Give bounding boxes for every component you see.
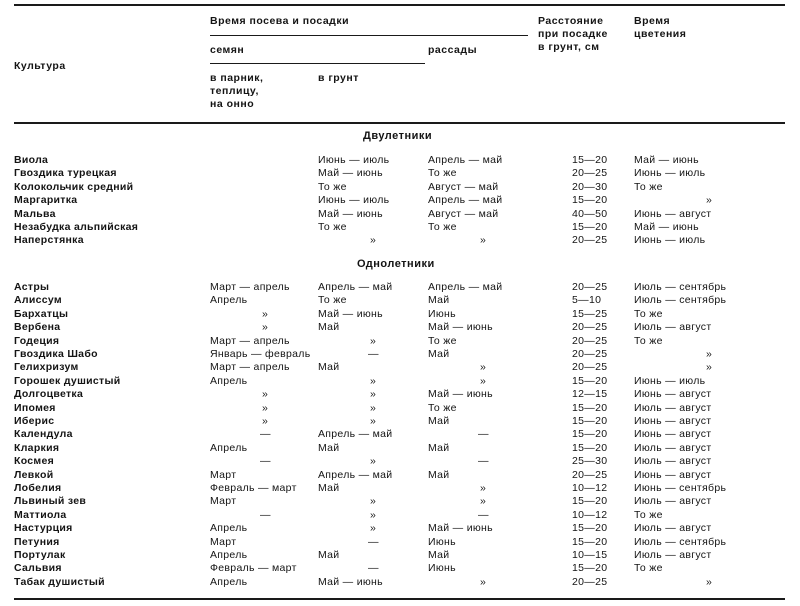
header-distance-line-3: в грунт, см: [538, 41, 600, 53]
bloom-time: Май — июнь: [634, 154, 699, 166]
sowing-ground: Апрель — май: [318, 428, 393, 441]
section-title-biennials: Двулетники: [363, 130, 433, 142]
culture-name: Табак душистый: [14, 575, 105, 588]
seedlings-time: Май: [428, 294, 450, 307]
culture-name: Гвоздика Шабо: [14, 348, 98, 360]
table-row: [0, 281, 800, 294]
sowing-ground: Апрель — май: [318, 281, 393, 293]
table-row: [0, 442, 800, 455]
sowing-greenhouse: —: [260, 428, 271, 441]
culture-name: Львиный зев: [14, 495, 87, 508]
sowing-ground: Май: [318, 321, 340, 334]
sowing-greenhouse: Апрель: [210, 374, 248, 387]
culture-name: Колокольчик средний: [14, 180, 134, 193]
culture-name: Лобелия: [14, 482, 62, 494]
planting-distance: 15—20: [572, 374, 608, 387]
table-row: [0, 388, 800, 401]
planting-distance: 20—25: [572, 167, 608, 180]
planting-distance: 15—20: [572, 194, 608, 207]
seedlings-time: То же: [428, 167, 457, 180]
table-row: [0, 375, 800, 388]
sowing-greenhouse: Март — апрель: [210, 334, 290, 347]
table-row: [0, 361, 800, 374]
bloom-time: Июль — август: [634, 401, 712, 414]
planting-distance: 25—30: [572, 455, 608, 468]
bloom-time: Июль — август: [634, 455, 712, 468]
seedlings-time: Май — июнь: [428, 388, 493, 401]
planting-distance: 15—20: [572, 535, 608, 548]
culture-name: Наперстянка: [14, 234, 84, 247]
header-rule-sowing: [210, 35, 528, 36]
sowing-ground: »: [370, 455, 377, 468]
sowing-greenhouse: »: [262, 401, 269, 414]
sowing-ground: То же: [318, 294, 347, 307]
table-row: [0, 482, 800, 495]
bloom-time: »: [706, 194, 713, 207]
table-row: [0, 576, 800, 589]
bloom-time: Июль — сентябрь: [634, 281, 727, 293]
seedlings-time: Май: [428, 468, 450, 481]
sowing-ground: »: [370, 495, 377, 508]
bloom-time: Май — июнь: [634, 221, 699, 233]
planting-distance: 20—30: [572, 180, 608, 193]
planting-distance: 10—15: [572, 549, 608, 561]
planting-distance: 15—20: [572, 441, 608, 454]
table-row: [0, 402, 800, 415]
sowing-greenhouse: Март: [210, 468, 237, 481]
header-greenhouse-line-1: в парник,: [210, 72, 264, 84]
bloom-time: Июль — август: [634, 321, 712, 334]
bottom-rule: [14, 598, 785, 600]
culture-name: Петуния: [14, 535, 60, 548]
sowing-greenhouse: Март: [210, 495, 237, 508]
seedlings-time: Апрель — май: [428, 194, 503, 207]
bloom-time: Июль — сентябрь: [634, 294, 727, 307]
bloom-time: Июль — сентябрь: [634, 535, 727, 548]
bloom-time: То же: [634, 334, 663, 347]
sowing-greenhouse: Февраль — март: [210, 562, 297, 575]
sowing-ground: Июнь — июль: [318, 154, 390, 166]
bloom-time: »: [706, 348, 713, 360]
section-title-annuals: Однолетники: [357, 258, 435, 270]
bloom-time: Июнь — август: [634, 428, 712, 441]
bloom-time: Июнь — июль: [634, 374, 706, 387]
culture-name: Маргаритка: [14, 194, 78, 207]
planting-distance: 15—20: [572, 428, 608, 441]
seedlings-time: Май: [428, 348, 450, 360]
table-row: [0, 308, 800, 321]
sowing-greenhouse: Февраль — март: [210, 482, 297, 494]
seedlings-time: —: [478, 428, 489, 441]
header-rule-seeds: [210, 63, 425, 64]
culture-name: Незабудка альпийская: [14, 221, 139, 233]
culture-name: Вербена: [14, 321, 61, 334]
culture-name: Кларкия: [14, 441, 60, 454]
seedlings-time: То же: [428, 334, 457, 347]
sowing-greenhouse: »: [262, 415, 269, 427]
table-row: [0, 562, 800, 575]
bloom-time: Июнь — август: [634, 468, 712, 481]
header-greenhouse-line-2: теплицу,: [210, 85, 259, 97]
table-row: [0, 167, 800, 180]
bloom-time: То же: [634, 508, 663, 521]
seedlings-time: Май: [428, 549, 450, 561]
header-seedlings: рассады: [428, 44, 478, 56]
planting-distance: 15—20: [572, 401, 608, 414]
culture-name: Гвоздика турецкая: [14, 167, 117, 180]
seedlings-time: »: [480, 575, 487, 588]
seedlings-time: Май — июнь: [428, 522, 493, 535]
sowing-greenhouse: Апрель: [210, 575, 248, 588]
header-greenhouse-line-3: на онно: [210, 98, 255, 110]
bloom-time: Июль — август: [634, 441, 712, 454]
culture-name: Портулак: [14, 549, 66, 561]
seedlings-time: »: [480, 495, 487, 508]
sowing-ground: »: [370, 374, 377, 387]
sowing-ground: Май — июнь: [318, 575, 383, 588]
header-culture: Культура: [14, 60, 66, 72]
culture-name: Бархатцы: [14, 307, 69, 320]
bloom-time: То же: [634, 562, 663, 575]
seedlings-time: Июнь: [428, 535, 456, 548]
sowing-ground: »: [370, 234, 377, 247]
sowing-ground: Май — июнь: [318, 307, 383, 320]
seedlings-time: »: [480, 482, 487, 494]
seedlings-time: »: [480, 374, 487, 387]
bloom-time: Июнь — июль: [634, 167, 706, 180]
header-greenhouse: [210, 72, 263, 111]
sowing-ground: Май — июнь: [318, 167, 383, 180]
sowing-greenhouse: Апрель: [210, 549, 248, 561]
culture-name: Алиссум: [14, 294, 62, 307]
table-row: [0, 154, 800, 167]
planting-distance: 15—20: [572, 415, 608, 427]
culture-name: Гелихризум: [14, 361, 79, 374]
planting-distance: 15—20: [572, 495, 608, 508]
planting-distance: 20—25: [572, 361, 608, 374]
bloom-time: Июль — август: [634, 522, 712, 535]
table-row: [0, 428, 800, 441]
seedlings-time: Июнь: [428, 562, 456, 575]
table-row: [0, 536, 800, 549]
bloom-time: Июнь — август: [634, 388, 712, 401]
sowing-ground: »: [370, 388, 377, 401]
culture-name: Виола: [14, 154, 49, 166]
header-bottom-rule: [14, 122, 785, 124]
planting-distance: 20—25: [572, 334, 608, 347]
planting-distance: 40—50: [572, 207, 608, 220]
sowing-ground: Июнь — июль: [318, 194, 390, 207]
seedlings-time: Июнь: [428, 307, 456, 320]
table-row: [0, 181, 800, 194]
culture-name: Календула: [14, 428, 73, 441]
sowing-ground: Май: [318, 361, 340, 374]
sowing-ground: Май: [318, 482, 340, 494]
culture-name: Иберис: [14, 415, 55, 427]
planting-distance: 5—10: [572, 294, 602, 307]
bloom-time: Июнь — июль: [634, 234, 706, 247]
bloom-time: Июнь — август: [634, 207, 712, 220]
sowing-ground: »: [370, 401, 377, 414]
planting-distance: 20—25: [572, 281, 608, 293]
sowing-ground: »: [370, 522, 377, 535]
table-row: [0, 321, 800, 334]
sowing-ground: Май: [318, 441, 340, 454]
sowing-greenhouse: —: [260, 508, 271, 521]
seedlings-time: —: [478, 455, 489, 468]
sowing-greenhouse: —: [260, 455, 271, 468]
table-row: [0, 234, 800, 247]
planting-distance: 15—20: [572, 154, 608, 166]
culture-name: Сальвия: [14, 562, 62, 575]
seedlings-time: То же: [428, 221, 457, 233]
sowing-greenhouse: »: [262, 321, 269, 334]
sowing-greenhouse: »: [262, 307, 269, 320]
planting-distance: 15—25: [572, 307, 608, 320]
planting-distance: 10—12: [572, 508, 608, 521]
bloom-time: Июль — август: [634, 549, 712, 561]
top-rule: [14, 4, 785, 6]
seedlings-time: Апрель — май: [428, 154, 503, 166]
sowing-greenhouse: Январь — февраль: [210, 348, 311, 360]
header-bloom-line-1: Время: [634, 15, 671, 27]
table-row: [0, 294, 800, 307]
table-row: [0, 495, 800, 508]
culture-name: Космея: [14, 455, 55, 468]
culture-name: Мальва: [14, 207, 56, 220]
seedlings-time: То же: [428, 401, 457, 414]
seedlings-time: Апрель — май: [428, 281, 503, 293]
header-distance-line-1: Расстояние: [538, 15, 604, 27]
sowing-greenhouse: Март — апрель: [210, 281, 290, 293]
sowing-greenhouse: Апрель: [210, 522, 248, 535]
planting-distance: 15—20: [572, 221, 608, 233]
planting-distance: 10—12: [572, 482, 608, 494]
sowing-ground: Май — июнь: [318, 207, 383, 220]
sowing-greenhouse: Март: [210, 535, 237, 548]
seedlings-time: Август — май: [428, 207, 499, 220]
culture-name: Ипомея: [14, 401, 56, 414]
seedlings-time: »: [480, 361, 487, 374]
table-row: [0, 208, 800, 221]
sowing-ground: »: [370, 415, 377, 427]
culture-name: Годеция: [14, 334, 60, 347]
bloom-time: »: [706, 575, 713, 588]
bloom-time: »: [706, 361, 713, 374]
seedlings-time: Август — май: [428, 180, 499, 193]
sowing-greenhouse: Апрель: [210, 441, 248, 454]
bloom-time: То же: [634, 180, 663, 193]
header-bloom-line-2: цветения: [634, 28, 687, 40]
header-distance-line-2: при посадке: [538, 28, 608, 40]
table-row: [0, 221, 800, 234]
header-sowing-time: Время посева и посадки: [210, 15, 350, 27]
planting-distance: 20—25: [572, 468, 608, 481]
sowing-ground: То же: [318, 180, 347, 193]
sowing-ground: То же: [318, 221, 347, 233]
sowing-greenhouse: Апрель: [210, 294, 248, 307]
seedlings-time: Май: [428, 415, 450, 427]
sowing-greenhouse: Март — апрель: [210, 361, 290, 374]
culture-name: Настурция: [14, 522, 73, 535]
table-row: [0, 335, 800, 348]
bloom-time: Июнь — сентябрь: [634, 482, 727, 494]
table-row: [0, 509, 800, 522]
sowing-ground: Апрель — май: [318, 468, 393, 481]
header-ground: в грунт: [318, 72, 359, 84]
seedlings-time: »: [480, 234, 487, 247]
table-row: [0, 348, 800, 361]
bloom-time: Июль — август: [634, 495, 712, 508]
seedlings-time: —: [478, 508, 489, 521]
sowing-ground: »: [370, 508, 377, 521]
sowing-ground: Май: [318, 549, 340, 561]
culture-name: Астры: [14, 281, 50, 293]
culture-name: Долгоцветка: [14, 388, 84, 401]
table-row: [0, 469, 800, 482]
table-row: [0, 522, 800, 535]
sowing-greenhouse: »: [262, 388, 269, 401]
planting-distance: 15—20: [572, 562, 608, 575]
planting-distance: 12—15: [572, 388, 608, 401]
bloom-time: То же: [634, 307, 663, 320]
planting-distance: 20—25: [572, 321, 608, 334]
seedlings-time: Май: [428, 441, 450, 454]
header-seeds: семян: [210, 44, 245, 56]
culture-name: Горошек душистый: [14, 374, 121, 387]
table-row: [0, 549, 800, 562]
bloom-time: Июнь — август: [634, 415, 712, 427]
table-row: [0, 455, 800, 468]
seedlings-time: Май — июнь: [428, 321, 493, 334]
culture-name: Маттиола: [14, 508, 67, 521]
sowing-ground: —: [368, 562, 379, 575]
table-row: [0, 194, 800, 207]
planting-distance: 20—25: [572, 575, 608, 588]
header-bloom: [634, 15, 686, 41]
table-row: [0, 415, 800, 428]
planting-distance: 20—25: [572, 348, 608, 360]
sowing-ground: —: [368, 535, 379, 548]
sowing-ground: —: [368, 348, 379, 360]
planting-distance: 15—20: [572, 522, 608, 535]
planting-distance: 20—25: [572, 234, 608, 247]
sowing-ground: »: [370, 334, 377, 347]
header-distance: [538, 15, 608, 54]
culture-name: Левкой: [14, 468, 54, 481]
